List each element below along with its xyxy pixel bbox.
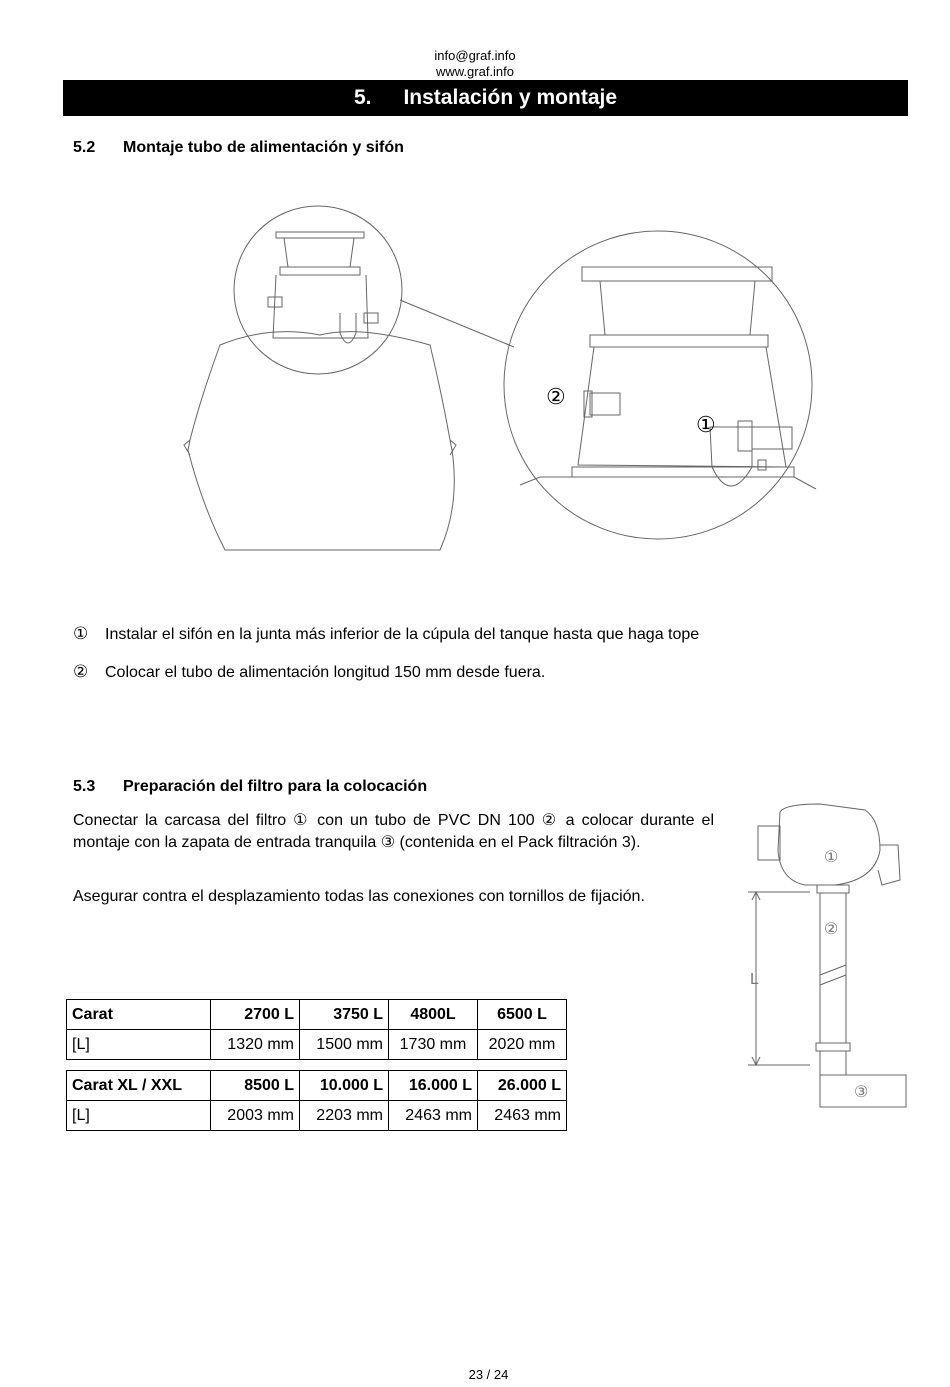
section-5-3-heading	[73, 778, 427, 796]
table-cell: 2003 mm	[211, 1101, 300, 1131]
table-row	[67, 1101, 567, 1131]
table-cell: 10.000 L	[300, 1071, 389, 1101]
chapter-number: 5.	[353, 86, 372, 109]
table-cell: 3750 L	[300, 1000, 389, 1030]
capacity-table-carat	[66, 999, 567, 1060]
section-title: Montaje tubo de alimentación y sifón	[123, 139, 404, 156]
table-cell: 16.000 L	[389, 1071, 478, 1101]
tank-siphon-illustration	[180, 205, 850, 575]
paragraph-filter-connection: Conectar la carcasa del filtro ① con un tubo de PVC DN 100 ② a colocar durante el montaje con la zapata de entrada tranquila ③ (contenida en el Pack filtración 3).	[73, 812, 714, 851]
table-cell: 4800L	[389, 1000, 478, 1030]
table-cell: 1730 mm	[389, 1030, 478, 1060]
section-number: 5.2	[73, 139, 96, 156]
instruction-item-1	[73, 624, 699, 644]
table-header-row	[67, 1000, 567, 1030]
table-cell: 6500 L	[478, 1000, 567, 1030]
table-cell: 2700 L	[211, 1000, 300, 1030]
capacity-table-carat-xl	[66, 1070, 567, 1131]
table-row	[67, 1030, 567, 1060]
table-cell: 1500 mm	[300, 1030, 389, 1060]
figure-marker-two: ②	[546, 384, 566, 409]
table-cell: [L]	[67, 1030, 211, 1060]
figure-marker-one: ①	[696, 412, 716, 437]
table-cell: Carat XL / XXL	[67, 1071, 211, 1101]
header-email: info@graf.info	[434, 48, 516, 63]
filter-marker-one: ①	[824, 849, 839, 866]
table-cell: 2203 mm	[300, 1101, 389, 1131]
filter-assembly-illustration	[740, 800, 920, 1112]
item-marker: ①	[73, 624, 89, 643]
filter-marker-three: ③	[854, 1084, 869, 1101]
paragraph-secure-connections: Asegurar contra el desplazamiento todas las conexiones con tornillos de fijación.	[73, 888, 645, 905]
chapter-title: Instalación y montaje	[403, 86, 618, 109]
table-cell: [L]	[67, 1101, 211, 1131]
section-5-2-heading	[73, 139, 404, 157]
page-number: 23 / 24	[468, 1367, 509, 1382]
table-cell: 1320 mm	[211, 1030, 300, 1060]
table-header-row	[67, 1071, 567, 1101]
item-text: Colocar el tubo de alimentación longitud 150 mm desde fuera.	[105, 664, 546, 681]
header-website: www.graf.info	[435, 64, 515, 79]
filter-marker-two: ②	[824, 921, 839, 938]
dimension-label: L	[750, 971, 759, 988]
item-marker: ②	[73, 662, 89, 681]
table-cell: 2463 mm	[389, 1101, 478, 1131]
item-text: Instalar el sifón en la junta más inferior de la cúpula del tanque hasta que haga tope	[105, 626, 700, 643]
chapter-banner	[63, 80, 908, 116]
table-cell: 8500 L	[211, 1071, 300, 1101]
section-title: Preparación del filtro para la colocación	[123, 778, 428, 795]
table-cell: 26.000 L	[478, 1071, 567, 1101]
instruction-item-2	[73, 662, 545, 682]
table-cell: 2020 mm	[478, 1030, 567, 1060]
table-cell: 2463 mm	[478, 1101, 567, 1131]
table-cell: Carat	[67, 1000, 211, 1030]
section-number: 5.3	[73, 778, 96, 795]
